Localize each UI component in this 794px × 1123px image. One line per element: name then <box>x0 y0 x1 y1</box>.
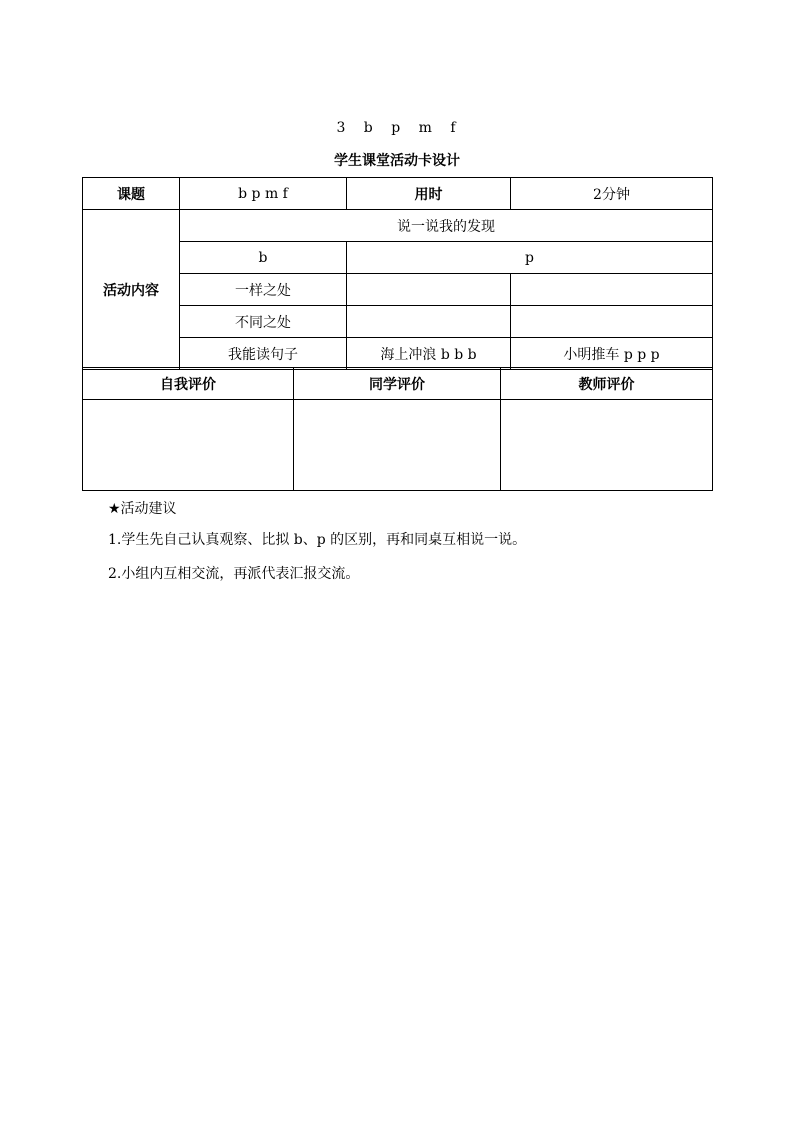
column-p: p <box>347 242 713 274</box>
self-eval-cell <box>83 400 294 491</box>
same-p-cell <box>511 274 713 306</box>
peer-eval-cell <box>294 400 501 491</box>
peer-eval-header: 同学评价 <box>294 368 501 400</box>
suggestions-heading: ★活动建议 <box>108 501 177 517</box>
teacher-eval-header: 教师评价 <box>501 368 713 400</box>
activity-table <box>82 177 713 370</box>
suggestion-item: 2.小组内互相交流，再派代表汇报交流。 <box>108 566 360 582</box>
lesson-title: 3 b p m f <box>336 120 458 136</box>
self-eval-header: 自我评价 <box>83 368 294 400</box>
suggestion-item: 1.学生先自己认真观察、比拟 b、p 的区别，再和同桌互相说一说。 <box>108 532 527 548</box>
topic-label: 课题 <box>83 178 180 210</box>
diff-b-cell <box>347 306 511 338</box>
same-b-cell <box>347 274 511 306</box>
row-read-label: 我能读句子 <box>180 338 347 370</box>
evaluation-table <box>82 367 713 491</box>
column-b: b <box>180 242 347 274</box>
read-p-cell: 小明推车 p p p <box>511 338 713 370</box>
read-b-cell: 海上冲浪 b b b <box>347 338 511 370</box>
topic-value: b p m f <box>180 178 347 210</box>
discovery-header: 说一说我的发现 <box>180 210 713 242</box>
row-diff-label: 不同之处 <box>180 306 347 338</box>
activity-label: 活动内容 <box>83 210 180 370</box>
card-title: 学生课堂活动卡设计 <box>334 153 460 169</box>
time-value: 2分钟 <box>511 178 713 210</box>
time-label: 用时 <box>347 178 511 210</box>
row-same-label: 一样之处 <box>180 274 347 306</box>
teacher-eval-cell <box>501 400 713 491</box>
diff-p-cell <box>511 306 713 338</box>
